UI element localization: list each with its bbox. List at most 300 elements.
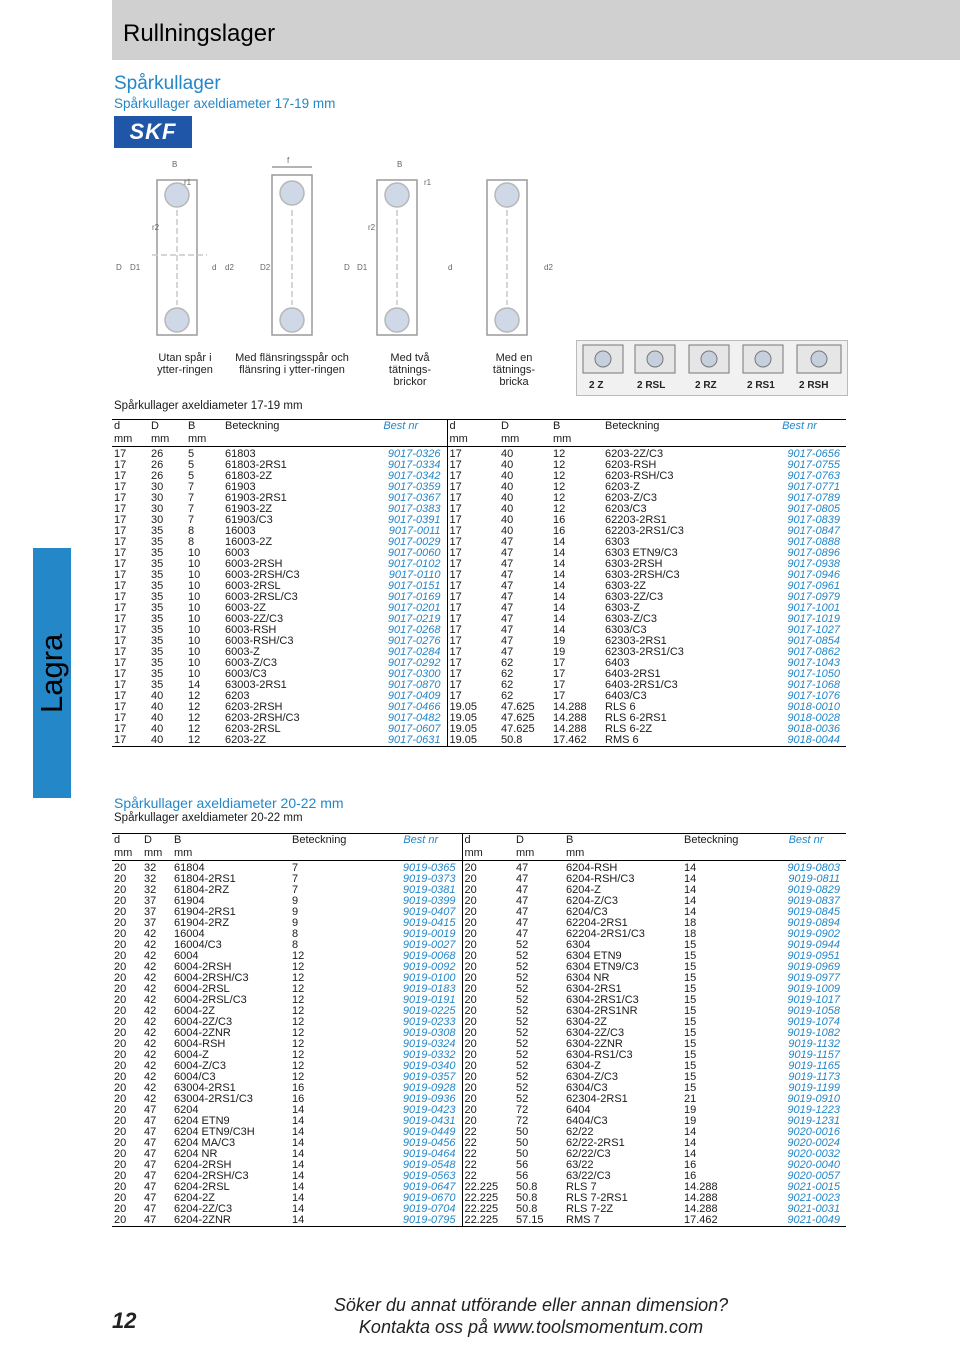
table-cell: 35: [151, 558, 164, 570]
table-cell: 7: [188, 514, 195, 526]
bestnr-cell: 9017-0755: [787, 459, 840, 471]
table-cell: 35: [151, 525, 164, 537]
table-cell: 17: [114, 580, 127, 592]
table-cell: 14: [553, 613, 566, 625]
table-cell: 6003/C3: [225, 668, 267, 680]
unit-label: mm: [566, 847, 585, 859]
table-cell: 6304 ETN9/C3: [566, 961, 639, 973]
table-cell: 20: [114, 1148, 127, 1160]
footer-contact: [306, 1294, 756, 1338]
table-row: [112, 1215, 846, 1227]
table-cell: 6204 NR: [174, 1148, 218, 1160]
table-cell: RLS 7-2Z: [566, 1203, 614, 1215]
table-cell: 6204: [174, 1104, 199, 1116]
table-cell: 22: [462, 1171, 514, 1182]
table-cell: 15: [684, 972, 697, 984]
table-cell: 6003-2RSH/C3: [225, 569, 300, 581]
table-cell: 61804: [172, 861, 290, 875]
table-cell: 14: [553, 547, 566, 559]
table-cell: 47: [144, 1115, 157, 1127]
table-cell: 42: [144, 1016, 157, 1028]
bestnr-cell: 9017-0011: [388, 525, 441, 537]
diagram-label: r1: [424, 178, 432, 187]
table-cell: 21: [684, 1093, 697, 1105]
table-cell: 17: [114, 723, 127, 735]
table-cell: 6203-RSH/C3: [605, 470, 674, 482]
diagram-label: d: [448, 263, 453, 272]
table-cell: 62203-2RS1/C3: [605, 525, 684, 537]
table-cell: 17: [553, 679, 566, 691]
table-cell: 10: [188, 569, 201, 581]
table-cell: 20: [114, 928, 127, 940]
table-cell: RMS 7: [566, 1214, 600, 1226]
bestnr-cell: 9017-0029: [387, 536, 441, 548]
bestnr-cell: 9017-0102: [387, 558, 441, 570]
col-header-B: B: [553, 420, 561, 432]
table-cell: 47: [144, 1148, 157, 1160]
table-cell: 62/22/C3: [566, 1148, 611, 1160]
table-cell: 22.225: [462, 1193, 514, 1204]
seal-variants-strip: [576, 340, 848, 396]
table-cell: 19: [553, 635, 566, 647]
bestnr-cell: 9021-0023: [787, 1192, 840, 1204]
diagram-label: r2: [152, 223, 160, 232]
bestnr-cell: 9019-0456: [402, 1137, 456, 1149]
table-cell: 6403-2RS1: [605, 668, 661, 680]
table-cell: 17: [447, 691, 499, 702]
bestnr-cell: 9017-0284: [387, 646, 441, 658]
bestnr-cell: 9017-0805: [787, 503, 840, 515]
table-row: [112, 1039, 846, 1050]
table-cell: 30: [151, 492, 164, 504]
table-cell: 17: [553, 668, 566, 680]
table-cell: 20: [114, 1093, 127, 1105]
table-cell: 12: [292, 1038, 305, 1050]
table-row: [112, 482, 846, 493]
variant-label: 2 RSL: [637, 380, 666, 391]
table-row: [112, 592, 846, 603]
bearing-table-17-19: [112, 419, 846, 747]
table-cell: 47: [516, 884, 529, 896]
bestnr-cell: 9017-0854: [787, 635, 840, 647]
table-cell: 61803-2RS1: [225, 459, 287, 471]
bestnr-cell: 9017-0763: [787, 470, 840, 482]
table-cell: 6203-2Z/C3: [603, 447, 753, 461]
table-cell: 19: [684, 1115, 697, 1127]
table-cell: 7: [188, 492, 195, 504]
table-cell: 8: [188, 525, 195, 537]
table-cell: 6004-RSH: [174, 1038, 226, 1050]
bestnr-cell: 9017-0789: [787, 492, 840, 504]
table-cell: 40: [151, 723, 164, 735]
table-cell: 6003: [225, 547, 250, 559]
table-cell: 17: [447, 537, 499, 548]
bestnr-cell: 9019-0373: [402, 873, 456, 885]
unit-label: mm: [144, 847, 163, 859]
table-cell: 20: [114, 1159, 127, 1171]
col-header-D: D: [516, 834, 524, 846]
table-cell: 15: [684, 1038, 697, 1050]
bestnr-cell: 9017-0292: [387, 657, 441, 669]
table-cell: 19.05: [447, 702, 499, 713]
table-cell: 22: [462, 1149, 514, 1160]
table-cell: 6004-2Z: [174, 1005, 215, 1017]
table-cell: 6304-2RS1/C3: [566, 994, 639, 1006]
table-cell: 6004-2Z/C3: [174, 1016, 233, 1028]
table-cell: 20: [462, 861, 514, 875]
table-row: [112, 1138, 846, 1149]
table-cell: 52: [516, 1038, 529, 1050]
bestnr-cell: 9019-0324: [402, 1038, 456, 1050]
table-cell: 50.8: [516, 1181, 538, 1193]
table-cell: 17: [447, 636, 499, 647]
table-cell: 20: [462, 918, 514, 929]
table-cell: 5: [188, 459, 195, 471]
table-cell: 6203-Z/C3: [605, 492, 657, 504]
table-cell: 6303/C3: [605, 624, 647, 636]
bestnr-cell: 9017-0409: [387, 690, 441, 702]
table-cell: 47: [144, 1181, 157, 1193]
table-cell: 61904-2RS1: [174, 906, 236, 918]
table-cell: 61903: [225, 481, 256, 493]
table-cell: 26: [149, 447, 186, 461]
table-cell: 62303-2RS1: [605, 635, 667, 647]
table-cell: 50.8: [516, 1203, 538, 1215]
table-cell: 17: [114, 668, 127, 680]
bestnr-cell: 9019-1223: [787, 1104, 840, 1116]
table-cell: 35: [151, 547, 164, 559]
table-cell: 17: [447, 447, 499, 461]
table-cell: 12: [292, 1016, 305, 1028]
table-cell: 20: [462, 885, 514, 896]
bestnr-cell: 9017-1076: [787, 690, 840, 702]
table-cell: 8: [292, 939, 299, 951]
table-cell: 6304-RS1/C3: [566, 1049, 633, 1061]
col-header-bestnr: Best nr: [403, 834, 439, 846]
table-cell: 42: [144, 1082, 157, 1094]
table-cell: 12: [292, 1060, 305, 1072]
bestnr-cell: 9019-0381: [402, 884, 456, 896]
table-cell: 35: [151, 635, 164, 647]
table-cell: 42: [144, 972, 157, 984]
table-cell: 15: [684, 1005, 697, 1017]
table-cell: 35: [151, 657, 164, 669]
table-row: [112, 460, 846, 471]
bestnr-cell: 9017-0201: [387, 602, 441, 614]
col-header-D: D: [501, 420, 509, 432]
table-cell: 47: [501, 591, 514, 603]
table-cell: 20: [462, 1116, 514, 1127]
table-cell: 15: [684, 1071, 697, 1083]
bestnr-cell: 9020-0057: [787, 1170, 840, 1182]
table-cell: 10: [188, 657, 201, 669]
table-cell: 47: [516, 928, 529, 940]
bestnr-cell: 9017-1019: [787, 613, 840, 625]
table-cell: 14.288: [684, 1192, 718, 1204]
table-cell: 9: [292, 906, 299, 918]
table-cell: 14: [292, 1104, 305, 1116]
table-cell: 62/22: [566, 1126, 594, 1138]
table-cell: 6204-2Z: [174, 1192, 215, 1204]
col-header-designation: Beteckning: [605, 420, 660, 432]
table-cell: 42: [144, 994, 157, 1006]
table-cell: 6003-Z/C3: [225, 657, 277, 669]
table-cell: 61903-2Z: [225, 503, 273, 515]
table-cell: 14: [553, 558, 566, 570]
table-cell: 10: [188, 624, 201, 636]
table-cell: 47: [501, 613, 514, 625]
table-cell: 17: [114, 657, 127, 669]
table-cell: 17: [114, 536, 127, 548]
table-cell: 6303 ETN9/C3: [605, 547, 678, 559]
table-cell: 17: [114, 569, 127, 581]
table-unit-row: [112, 433, 846, 447]
skf-logo: SKF: [114, 116, 192, 148]
table-cell: 17: [114, 558, 127, 570]
bestnr-cell: 9019-1132: [788, 1038, 840, 1050]
bestnr-cell: 9019-0092: [402, 961, 456, 973]
table-cell: 6203-2RSL: [225, 723, 281, 735]
table-cell: 20: [462, 874, 514, 885]
table-cell: 6204 MA/C3: [174, 1137, 236, 1149]
table-cell: 47: [144, 1170, 157, 1182]
table-cell: 6003-2Z: [225, 602, 266, 614]
table-cell: 47: [516, 895, 529, 907]
bestnr-cell: 9017-0060: [387, 547, 441, 559]
diagram-label: D1: [130, 263, 141, 272]
table-cell: 40: [501, 470, 514, 482]
table-cell: 20: [114, 972, 127, 984]
diagram-label: D1: [357, 263, 368, 272]
table-cell: 62: [501, 657, 514, 669]
table-cell: 6004-Z/C3: [174, 1060, 226, 1072]
table-cell: 17: [112, 447, 149, 461]
table-cell: 16: [553, 514, 566, 526]
table-cell: 42: [144, 1027, 157, 1039]
table-row: [112, 537, 846, 548]
table-cell: 6304/C3: [566, 1082, 608, 1094]
table-cell: 40: [501, 481, 514, 493]
table-cell: 20: [114, 1082, 127, 1094]
table-cell: 17: [114, 481, 127, 493]
table-cell: 52: [516, 1093, 529, 1105]
table-cell: 35: [151, 580, 164, 592]
table-cell: 42: [144, 928, 157, 940]
table-cell: 63/22/C3: [566, 1170, 611, 1182]
bestnr-cell: 9017-0383: [387, 503, 441, 515]
table-cell: 52: [516, 1005, 529, 1017]
bestnr-cell: 9017-1050: [787, 668, 840, 680]
table-cell: 7: [292, 884, 299, 896]
diagram-label: B: [397, 160, 403, 169]
table-cell: 20: [114, 1126, 127, 1138]
table-cell: 62304-2RS1: [566, 1093, 628, 1105]
table-row: [112, 625, 846, 636]
table-cell: 17: [447, 680, 499, 691]
table-cell: 50: [516, 1148, 529, 1160]
table-cell: 57.15: [516, 1214, 544, 1226]
table-cell: 16003: [225, 525, 256, 537]
table-cell: 14.288: [684, 1181, 718, 1193]
table1-body: [112, 447, 846, 747]
table-cell: 9: [292, 917, 299, 929]
table-cell: 15: [684, 1082, 697, 1094]
bestnr-cell: 9019-0829: [787, 884, 840, 896]
table-cell: 17: [114, 646, 127, 658]
table-cell: 17: [114, 470, 127, 482]
unit-label: mm: [151, 433, 170, 445]
table-cell: 52: [516, 1016, 529, 1028]
bestnr-cell: 9019-0977: [787, 972, 840, 984]
table-row: [112, 1061, 846, 1072]
table-cell: 40: [151, 690, 164, 702]
table-cell: 6203: [225, 690, 250, 702]
table-cell: 16004/C3: [174, 939, 222, 951]
table-cell: 20: [114, 1192, 127, 1204]
bestnr-cell: 9019-0795: [402, 1214, 456, 1226]
table-cell: 6004: [174, 950, 199, 962]
table-cell: 17: [114, 679, 127, 691]
table-cell: 63003-2RS1: [225, 679, 287, 691]
bestnr-cell: 9017-0870: [387, 679, 441, 691]
bestnr-cell: 9017-1027: [787, 624, 840, 636]
bestnr-cell: 9017-1043: [787, 657, 840, 669]
table-row: [112, 918, 846, 929]
table-cell: 17: [114, 547, 127, 559]
table-row: [112, 647, 846, 658]
table-cell: 35: [151, 668, 164, 680]
bearing-diagrams: [112, 155, 572, 345]
table-cell: 14.288: [553, 712, 587, 724]
bestnr-cell: 9019-1017: [787, 994, 840, 1006]
table-cell: 63004-2RS1/C3: [174, 1093, 253, 1105]
table-cell: 17: [447, 625, 499, 636]
table-cell: 42: [144, 1093, 157, 1105]
table-cell: 17: [553, 657, 566, 669]
table-cell: 16: [292, 1093, 305, 1105]
table-cell: 6204 ETN9/C3H: [174, 1126, 255, 1138]
bestnr-cell: 9017-0862: [787, 646, 840, 658]
bestnr-cell: 9017-0342: [387, 470, 441, 482]
table-cell: 12: [292, 994, 305, 1006]
table-cell: 14: [292, 1126, 305, 1138]
table-cell: 20: [462, 1105, 514, 1116]
table-cell: 32: [144, 873, 157, 885]
table-cell: 5: [186, 447, 223, 461]
table-cell: 15: [684, 1016, 697, 1028]
table-cell: 8: [188, 536, 195, 548]
table-row: [112, 680, 846, 691]
bestnr-cell: 9017-0151: [387, 580, 441, 592]
table-cell: 35: [151, 602, 164, 614]
table-cell: 30: [151, 514, 164, 526]
table-cell: 17: [114, 701, 127, 713]
table-cell: 12: [553, 459, 566, 471]
table-cell: 6304-Z/C3: [566, 1071, 618, 1083]
table-cell: 20: [462, 907, 514, 918]
table-cell: 20: [114, 994, 127, 1006]
bestnr-cell: 9018-0044: [787, 734, 840, 746]
table-cell: 20: [114, 1203, 127, 1215]
bestnr-cell: 9019-0183: [402, 983, 456, 995]
table-cell: 20: [462, 1072, 514, 1083]
bestnr-cell: 9019-1231: [787, 1115, 840, 1127]
table-cell: 52: [516, 1060, 529, 1072]
col-header-d: d: [114, 834, 121, 846]
table-cell: 15: [684, 961, 697, 973]
diagram-caption: Utan spår i ytter-ringen: [157, 352, 213, 376]
unit-label: mm: [114, 433, 133, 445]
table-cell: 62: [501, 668, 514, 680]
table-cell: 20: [462, 1050, 514, 1061]
table-cell: 40: [501, 492, 514, 504]
col-header-designation: Beteckning: [292, 834, 347, 846]
table-cell: 20: [462, 940, 514, 951]
table-cell: 63004-2RS1: [174, 1082, 236, 1094]
table-cell: 20: [114, 884, 127, 896]
table-cell: 22: [462, 1127, 514, 1138]
variant-label: 2 RS1: [747, 380, 775, 391]
table-cell: 40: [501, 459, 514, 471]
table-cell: 20: [462, 1083, 514, 1094]
bestnr-cell: 9017-0276: [387, 635, 441, 647]
col-header-bestnr: Best nr: [782, 420, 817, 432]
bestnr-cell: 9017-0466: [387, 701, 441, 713]
table-cell: 6204-Z/C3: [566, 895, 618, 907]
table-cell: 14: [553, 602, 566, 614]
section2-title: Spårkullager axeldiameter 20-22 mm: [114, 795, 344, 811]
bestnr-cell: 9018-0010: [787, 701, 840, 713]
table-cell: 62204-2RS1/C3: [566, 928, 645, 940]
table-cell: 6303-2RSH/C3: [605, 569, 680, 581]
table-cell: 12: [292, 983, 305, 995]
col-header-D: D: [151, 420, 159, 432]
table-cell: 72: [516, 1115, 529, 1127]
table-cell: 15: [684, 983, 697, 995]
table-cell: 20: [114, 906, 127, 918]
page-title: Rullningslager: [123, 20, 276, 47]
table-cell: 6004-2RSH/C3: [174, 972, 249, 984]
table-cell: 6303-Z/C3: [605, 613, 657, 625]
col-header-B: B: [174, 834, 182, 846]
table-row: [112, 735, 846, 747]
table-row: [112, 702, 846, 713]
bestnr-cell: 9017-0268: [387, 624, 441, 636]
table-cell: 20: [462, 1094, 514, 1105]
table-cell: 15: [684, 950, 697, 962]
table-cell: 14: [292, 1148, 305, 1160]
table-cell: 6204-2RSH: [174, 1159, 232, 1171]
table-cell: 10: [188, 547, 201, 559]
bestnr-cell: 9019-0332: [402, 1049, 456, 1061]
table-cell: 6204/C3: [566, 906, 608, 918]
table-row: [112, 447, 846, 461]
table-cell: 47: [144, 1214, 157, 1226]
table-cell: RLS 6: [605, 701, 636, 713]
table-cell: 17: [447, 493, 499, 504]
table-cell: 15: [684, 994, 697, 1006]
table-cell: 32: [142, 861, 172, 875]
unit-label: mm: [188, 433, 207, 445]
table-cell: 17.462: [553, 734, 587, 746]
table-cell: 6204-Z: [566, 884, 601, 896]
table-cell: 20: [462, 962, 514, 973]
variant-label: 2 Z: [589, 380, 604, 391]
bestnr-cell: 9019-0894: [787, 917, 840, 929]
bestnr-cell: 9017-0334: [387, 459, 441, 471]
table-cell: 20: [462, 929, 514, 940]
col-header-designation: Beteckning: [684, 834, 739, 846]
